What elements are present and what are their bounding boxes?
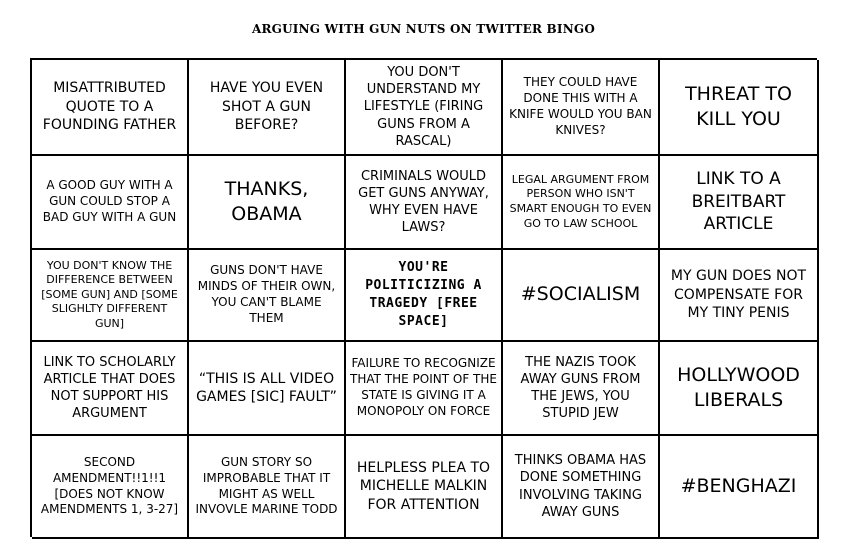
bingo-cell-r5c2: GUN STORY SO IMPROBABLE THAT IT MIGHT AS WELL INVOVLE MARINE TODD — [189, 436, 346, 539]
bingo-cell-r5c3: HELPLESS PLEA TO MICHELLE MALKIN FOR ATTENTION — [346, 436, 503, 539]
bingo-cell-r3c4: #SOCIALISM — [503, 250, 660, 342]
bingo-cell-r1c1: MISATTRIBUTED QUOTE TO A FOUNDING FATHER — [32, 60, 189, 156]
bingo-cell-r2c1: A GOOD GUY WITH A GUN COULD STOP A BAD GUY WITH A GUN — [32, 156, 189, 250]
bingo-cell-r5c4: THINKS OBAMA HAS DONE SOMETHING INVOLVING TAKING AWAY GUNS — [503, 436, 660, 539]
free-space-cell: YOU'RE POLITICIZING A TRAGEDY [FREE SPACE] — [346, 250, 503, 342]
page-title: ARGUING WITH GUN NUTS ON TWITTER BINGO — [252, 22, 595, 36]
bingo-cell-r5c5: #BENGHAZI — [660, 436, 819, 539]
bingo-cell-r4c4: THE NAZIS TOOK AWAY GUNS FROM THE JEWS, YOU STUPID JEW — [503, 342, 660, 436]
bingo-cell-r3c1: YOU DON'T KNOW THE DIFFERENCE BETWEEN [SOME GUN] AND [SOME SLIGHLTY DIFFERENT GUN] — [32, 250, 189, 342]
bingo-cell-r2c5: LINK TO A BREITBART ARTICLE — [660, 156, 819, 250]
bingo-cell-r1c4: THEY COULD HAVE DONE THIS WITH A KNIFE WOULD YOU BAN KNIVES? — [503, 60, 660, 156]
bingo-cell-r4c3: FAILURE TO RECOGNIZE THAT THE POINT OF THE STATE IS GIVING IT A MONOPOLY ON FORCE — [346, 342, 503, 436]
bingo-cell-r2c4: LEGAL ARGUMENT FROM PERSON WHO ISN'T SMART ENOUGH TO EVEN GO TO LAW SCHOOL — [503, 156, 660, 250]
bingo-cell-r3c5: MY GUN DOES NOT COMPENSATE FOR MY TINY PENIS — [660, 250, 819, 342]
bingo-cell-r4c1: LINK TO SCHOLARLY ARTICLE THAT DOES NOT SUPPORT HIS ARGUMENT — [32, 342, 189, 436]
bingo-cell-r3c2: GUNS DON'T HAVE MINDS OF THEIR OWN, YOU CAN'T BLAME THEM — [189, 250, 346, 342]
bingo-cell-r4c5: HOLLYWOOD LIBERALS — [660, 342, 819, 436]
bingo-cell-r2c3: CRIMINALS WOULD GET GUNS ANYWAY, WHY EVEN HAVE LAWS? — [346, 156, 503, 250]
bingo-cell-r1c5: THREAT TO KILL YOU — [660, 60, 819, 156]
bingo-cell-r5c1: SECOND AMENDMENT!!1!!1 [DOES NOT KNOW AMENDMENTS 1, 3-27] — [32, 436, 189, 539]
bingo-cell-r1c3: YOU DON'T UNDERSTAND MY LIFESTYLE (FIRING GUNS FROM A RASCAL) — [346, 60, 503, 156]
bingo-cell-r1c2: HAVE YOU EVEN SHOT A GUN BEFORE? — [189, 60, 346, 156]
bingo-board — [30, 58, 817, 537]
bingo-cell-r2c2: THANKS, OBAMA — [189, 156, 346, 250]
bingo-cell-r4c2: “THIS IS ALL VIDEO GAMES [SIC] FAULT” — [189, 342, 346, 436]
